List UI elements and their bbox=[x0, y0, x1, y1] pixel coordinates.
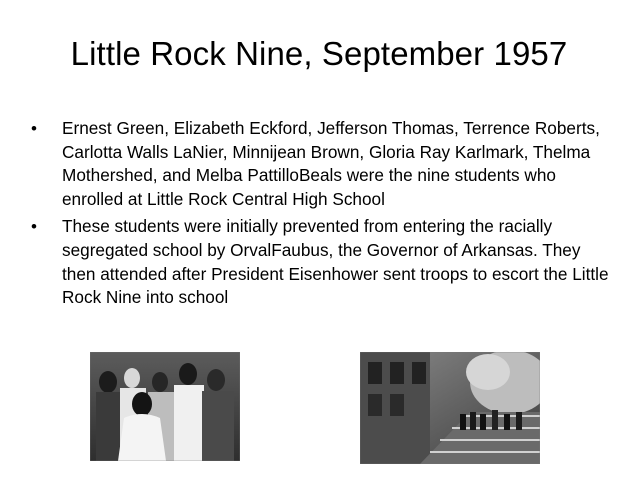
bullet-marker: • bbox=[31, 119, 37, 138]
bullet-text: These students were initially prevented from entering the racially segregated school by OrvalFaubus, the Governor of Arkansas. They then attended after President Eisenhower sent troops to escort the Little Rock Nine into school bbox=[62, 216, 609, 308]
school-steps-photo bbox=[360, 352, 540, 464]
bullet-marker: • bbox=[31, 217, 37, 237]
bullet-item-students bbox=[31, 117, 611, 211]
slide-title: Little Rock Nine, September 1957 bbox=[70, 35, 568, 72]
bullet-text: Ernest Green, Elizabeth Eckford, Jefferson Thomas, Terrence Roberts, Carlotta Walls LaNier, Minnijean Brown, Gloria Ray Karlmark, Thelma Mothershed, and Melba PattilloBeals were the nine students who enrolled at Little Rock Central High School bbox=[62, 118, 600, 209]
bullet-list bbox=[31, 117, 611, 314]
bullet-item-events bbox=[31, 215, 611, 309]
crowd-photo bbox=[90, 352, 240, 461]
